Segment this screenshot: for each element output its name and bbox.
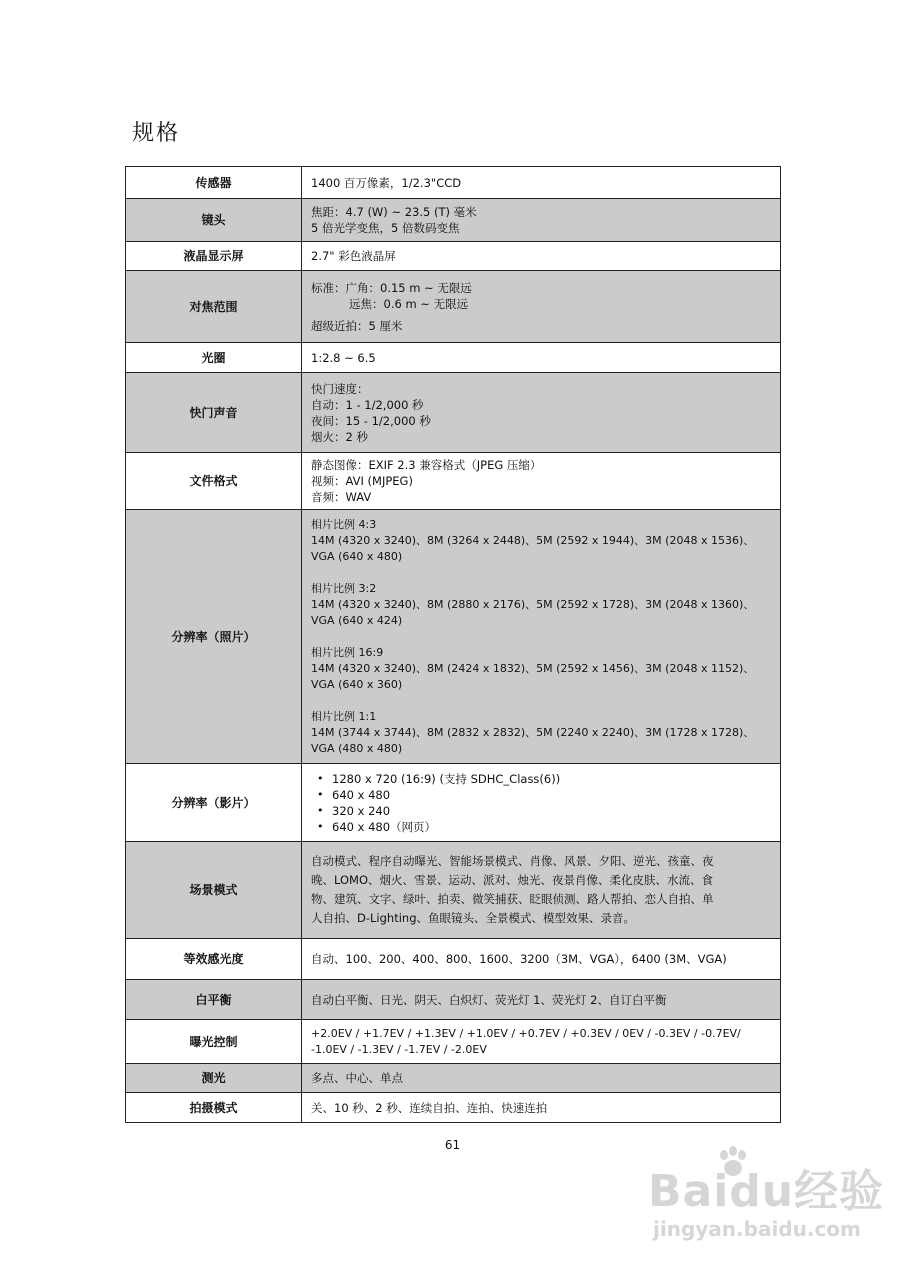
value-line: 音频：WAV <box>311 490 372 504</box>
row-value <box>302 510 781 764</box>
value-line: 快门速度： <box>311 381 369 396</box>
value-line: 5 倍光学变焦，5 倍数码变焦 <box>311 221 460 235</box>
row-key: 场景模式 <box>126 842 302 939</box>
table-row <box>126 373 781 453</box>
value-line: VGA (480 x 480) <box>311 741 403 755</box>
table-row <box>126 453 781 510</box>
value-line: 相片比例 16:9 <box>311 645 384 659</box>
value-line: 14M (3744 x 3744)、8M (2832 x 2832)、5M (2240 x 2240)、3M (1728 x 1728)、 <box>311 725 755 739</box>
table-row <box>126 1064 781 1093</box>
value-line: 自动模式、程序自动曝光、智能场景模式、肖像、风景、夕阳、逆光、孩童、夜 <box>311 854 714 868</box>
page-title: 规格 <box>132 121 181 146</box>
value-line: 烟火：2 秒 <box>311 429 368 444</box>
list-item: • 320 x 240 <box>325 803 772 819</box>
row-key: 等效感光度 <box>126 939 302 980</box>
spec-table <box>125 166 781 1123</box>
row-value <box>302 373 781 453</box>
row-value <box>302 1020 781 1064</box>
value-line: 多点、中心、单点 <box>311 1071 403 1085</box>
row-key: 分辨率（照片） <box>126 510 302 764</box>
row-value <box>302 199 781 242</box>
row-value <box>302 842 781 939</box>
row-key: 曝光控制 <box>126 1020 302 1064</box>
value-line: 超级近拍：5 厘米 <box>311 318 403 333</box>
value-line: +2.0EV / +1.7EV / +1.3EV / +1.0EV / +0.7EV / +0.3EV / 0EV / -0.3EV / -0.7EV/ <box>311 1026 741 1040</box>
row-key: 分辨率（影片） <box>126 764 302 842</box>
value-line: 自动：1 - 1/2,000 秒 <box>311 397 424 412</box>
row-key: 液晶显示屏 <box>126 242 302 271</box>
row-value <box>302 1093 781 1123</box>
value-line: VGA (640 x 424) <box>311 613 403 627</box>
value-line: 焦距：4.7 (W) ~ 23.5 (T) 毫米 <box>311 205 477 219</box>
value-line: 自动白平衡、日光、阴天、白炽灯、荧光灯 1、荧光灯 2、自订白平衡 <box>311 992 667 1007</box>
watermark-url: jingyan.baidu.com <box>653 1217 861 1241</box>
row-value <box>302 271 781 343</box>
value-line: 14M (4320 x 3240)、8M (2880 x 2176)、5M (2592 x 1728)、3M (2048 x 1360)、 <box>311 597 755 611</box>
row-key: 镜头 <box>126 199 302 242</box>
watermark-logo: Baidu经验 <box>648 1166 885 1217</box>
row-value <box>302 453 781 510</box>
row-key: 光圈 <box>126 343 302 373</box>
row-value <box>302 343 781 373</box>
table-row <box>126 271 781 343</box>
row-value <box>302 764 781 842</box>
row-key: 白平衡 <box>126 980 302 1020</box>
row-key: 快门声音 <box>126 373 302 453</box>
table-row <box>126 1093 781 1123</box>
table-row <box>126 167 781 199</box>
row-key: 拍摄模式 <box>126 1093 302 1123</box>
row-value <box>302 939 781 980</box>
table-row <box>126 939 781 980</box>
table-row <box>126 343 781 373</box>
value-line: 物、建筑、文字、绿叶、拍卖、微笑捕获、眨眼侦测、路人帮拍、恋人自拍、单 <box>311 892 714 906</box>
table-row <box>126 242 781 271</box>
value-line: 夜间：15 - 1/2,000 秒 <box>311 413 431 428</box>
row-key: 传感器 <box>126 167 302 199</box>
value-line: 1400 百万像素，1/2.3"CCD <box>311 175 462 190</box>
value-line: 视频：AVI (MJPEG) <box>311 474 413 488</box>
value-line: 晚、LOMO、烟火、雪景、运动、派对、烛光、夜景肖像、柔化皮肤、水流、食 <box>311 873 714 887</box>
value-line: -1.0EV / -1.3EV / -1.7EV / -2.0EV <box>311 1042 487 1056</box>
value-line: 相片比例 3:2 <box>311 581 377 595</box>
value-line: 14M (4320 x 3240)、8M (3264 x 2448)、5M (2592 x 1944)、3M (2048 x 1536)、 <box>311 533 755 547</box>
video-resolution-list <box>311 771 772 835</box>
value-line: VGA (640 x 360) <box>311 677 403 691</box>
list-item: • 640 x 480 <box>325 787 772 803</box>
row-key: 测光 <box>126 1064 302 1093</box>
value-line: 关、10 秒、2 秒、连续自拍、连拍、快速连拍 <box>311 1100 548 1115</box>
value-line: 远焦：0.6 m ~ 无限远 <box>349 296 469 311</box>
value-line: 静态图像：EXIF 2.3 兼容格式（JPEG 压缩） <box>311 458 542 472</box>
table-row <box>126 764 781 842</box>
table-row <box>126 980 781 1020</box>
value-line: VGA (640 x 480) <box>311 549 403 563</box>
table-row <box>126 1020 781 1064</box>
list-item: • 640 x 480（网页） <box>325 819 772 835</box>
value-line: 人自拍、D-Lighting、鱼眼镜头、全景模式、模型效果、录音。 <box>311 911 635 925</box>
page-number: 61 <box>444 1138 461 1152</box>
value-line: 2.7" 彩色液晶屏 <box>311 249 396 263</box>
value-line: 14M (4320 x 3240)、8M (2424 x 1832)、5M (2592 x 1456)、3M (2048 x 1152)、 <box>311 661 755 675</box>
value-line: 1:2.8 ~ 6.5 <box>311 350 376 365</box>
row-value <box>302 167 781 199</box>
list-item: • 1280 x 720 (16:9) (支持 SDHC_Class(6)) <box>325 771 772 787</box>
row-key: 对焦范围 <box>126 271 302 343</box>
baidu-jingyan-watermark <box>628 1145 888 1255</box>
value-line: 相片比例 4:3 <box>311 517 377 531</box>
table-row <box>126 510 781 764</box>
row-value <box>302 242 781 271</box>
value-line: 标准：广角：0.15 m ~ 无限远 <box>311 280 472 295</box>
value-line: 相片比例 1:1 <box>311 709 377 723</box>
value-line: 自动、100、200、400、800、1600、3200（3M、VGA），6400 (3M、VGA) <box>311 952 727 966</box>
row-value <box>302 1064 781 1093</box>
row-value <box>302 980 781 1020</box>
table-row <box>126 199 781 242</box>
row-key: 文件格式 <box>126 453 302 510</box>
table-row <box>126 842 781 939</box>
